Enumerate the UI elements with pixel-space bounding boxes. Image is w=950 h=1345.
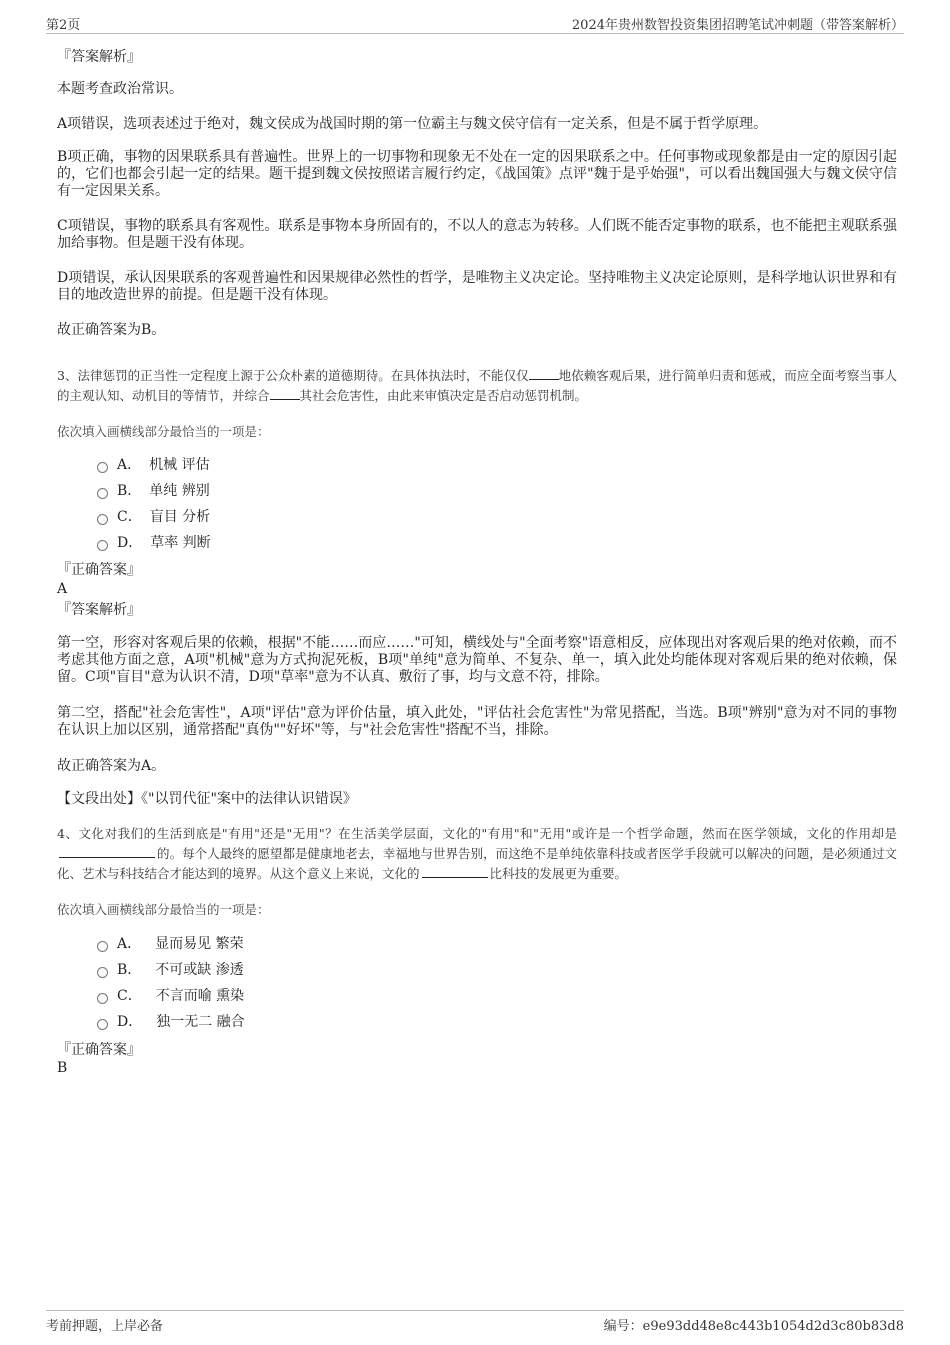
radio-icon[interactable] xyxy=(97,488,108,499)
radio-icon[interactable] xyxy=(97,967,108,978)
q3-analysis-paragraph-2: 第二空，搭配"社会危害性"，A项"评估"意为评价估量，填入此处，"评估社会危害性"为常见搭配，当选。B项"辨别"意为对不同的事物在认识上加以区别，通常搭配"真伪""好坏"等，与"社会危害性"搭配不当，排除。 xyxy=(57,705,897,738)
q4-blank-1 xyxy=(59,844,155,858)
footer-slogan: 考前押题，上岸必备 xyxy=(46,1319,164,1334)
q2-analysis-paragraph-1: 本题考查政治常识。 xyxy=(57,81,183,97)
q2-analysis-paragraph-4: C项错误，事物的联系具有客观性。联系是事物本身所固有的，不以人的意志为转移。人们既不能否定事物的联系，也不能把主观联系强加给事物。但是题干没有体现。 xyxy=(57,218,897,251)
radio-icon[interactable] xyxy=(97,941,108,952)
q3-source: 【文段出处】《"以罚代征"案中的法律认识错误》 xyxy=(57,791,357,807)
q3-prompt: 依次填入画横线部分最恰当的一项是： xyxy=(57,424,270,439)
page-footer xyxy=(46,1310,904,1334)
q4-answer-label: 『正确答案』 xyxy=(57,1042,141,1058)
q2-final-answer: 故正确答案为B。 xyxy=(57,322,166,338)
radio-icon[interactable] xyxy=(97,540,108,551)
q3-analysis-label: 『答案解析』 xyxy=(57,602,141,618)
q3-option-b[interactable]: B． 单纯 辨别 xyxy=(97,482,210,500)
document-id: 编号：e9e93dd48e8c443b1054d2d3c80b83d8 xyxy=(603,1319,904,1334)
q4-prompt: 依次填入画横线部分最恰当的一项是： xyxy=(57,902,270,917)
page-header xyxy=(46,14,904,34)
q3-option-d[interactable]: D． 草率 判断 xyxy=(97,534,211,552)
q3-answer-label: 『正确答案』 xyxy=(57,562,141,578)
q2-analysis-paragraph-2: A项错误，选项表述过于绝对，魏文侯成为战国时期的第一位霸主与魏文侯守信有一定关系，但是不属于哲学原理。 xyxy=(57,116,768,132)
q4-answer: B xyxy=(57,1060,68,1076)
q2-analysis-label: 『答案解析』 xyxy=(57,49,141,65)
q3-blank-2 xyxy=(270,386,300,400)
radio-icon[interactable] xyxy=(97,514,108,525)
q4-option-a[interactable]: A． 显而易见 繁荣 xyxy=(97,935,244,953)
radio-icon[interactable] xyxy=(97,993,108,1004)
q4-option-d[interactable]: D． 独一无二 融合 xyxy=(97,1013,245,1031)
q3-option-c[interactable]: C． 盲目 分析 xyxy=(97,508,210,526)
q4-blank-2 xyxy=(422,864,488,878)
q3-final-answer: 故正确答案为A。 xyxy=(57,758,166,774)
q3-blank-1 xyxy=(529,366,559,380)
q2-analysis-paragraph-5: D项错误，承认因果联系的客观普遍性和因果规律必然性的哲学，是唯物主义决定论。坚持唯物主义决定论原则，是科学地认识世界和有目的地改造世界的前提。但是题干没有体现。 xyxy=(57,270,897,303)
q3-option-a[interactable]: A． 机械 评估 xyxy=(97,456,210,474)
page-number: 第2页 xyxy=(46,18,81,33)
q3-stem: 3、法律惩罚的正当性一定程度上源于公众朴素的道德期待。在具体执法时，不能仅仅 地依赖客观后果，进行简单归责和惩戒，而应全面考察当事人的主观认知、动机目的等情节，并综合 其社会危害性，由此来审慎决定是否启动惩罚机制。 xyxy=(57,368,897,403)
q4-option-b[interactable]: B． 不可或缺 渗透 xyxy=(97,961,244,979)
q3-answer: A xyxy=(57,581,68,597)
q3-analysis-paragraph-1: 第一空，形容对客观后果的依赖，根据"不能……而应……"可知，横线处与"全面考察"语意相反，应体现出对客观后果的绝对依赖，而不考虑其他方面之意，A项"机械"意为方式拘泥死板，B项"单纯"意为简单、不复杂、单一，填入此处均能体现对客观后果的绝对依赖，保留。C项"盲目"意为认识不清，D项"草率"意为不认真、敷衍了事，均与文意不符，排除。 xyxy=(57,635,897,685)
radio-icon[interactable] xyxy=(97,1019,108,1030)
q2-analysis-paragraph-3: B项正确，事物的因果联系具有普遍性。世界上的一切事物和现象无不处在一定的因果联系之中。任何事物或现象都是由一定的原因引起的，它们也都会引起一定的结果。题干提到魏文侯按照诺言履行约定，《战国策》点评"魏于是乎始强"，可以看出魏国强大与魏文侯守信有一定因果关系。 xyxy=(57,149,897,199)
q4-stem: 4、文化对我们的生活到底是"有用"还是"无用"？在生活美学层面，文化的"有用"和"无用"或许是一个哲学命题，然而在医学领域，文化的作用却是的。每个人最终的愿望都是健康地老去，幸福地与世界告别，而这绝不是单纯依靠科技或者医学手段就可以解决的问题，是必须通过文化、艺术与科技结合才能达到的境界。从这个意义上来说，文化的 比科技的发展更为重要。 xyxy=(57,826,897,881)
radio-icon[interactable] xyxy=(97,462,108,473)
document-title: 2024年贵州数智投资集团招聘笔试冲刺题（带答案解析） xyxy=(571,18,904,33)
q4-option-c[interactable]: C． 不言而喻 熏染 xyxy=(97,987,244,1005)
